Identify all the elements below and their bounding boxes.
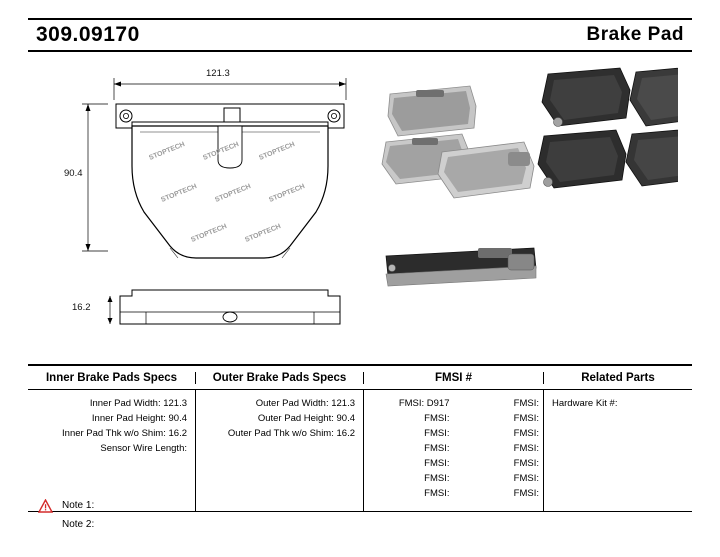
fmsi-row: FMSI: FMSI: (424, 488, 539, 499)
specs-table-header-row (28, 366, 692, 390)
related-part-row: Hardware Kit #: (552, 398, 618, 409)
photo-pad-edge-view (386, 248, 536, 286)
photo-pad-gray-3 (438, 142, 534, 198)
page-title: Brake Pad (586, 24, 684, 45)
column-header-fmsi: FMSI # (364, 372, 544, 384)
svg-text:STOPTECH: STOPTECH (190, 223, 228, 244)
note-1-label: Note 1: (62, 500, 95, 511)
svg-text:STOPTECH: STOPTECH (202, 141, 240, 162)
spec-row: Sensor Wire Length: (100, 443, 187, 454)
svg-text:STOPTECH: STOPTECH (214, 183, 252, 204)
part-number: 309.09170 (36, 23, 140, 46)
specs-table-body (28, 390, 692, 511)
photo-pad-dark-1 (542, 68, 630, 127)
height-dimension-label: 90.4 (64, 168, 83, 179)
illustration-area (28, 56, 692, 356)
spec-row: Outer Pad Thk w/o Shim: 16.2 (227, 428, 355, 439)
note-2-label: Note 2: (62, 519, 95, 530)
photo-pad-gray-1 (388, 86, 476, 136)
fmsi-row: FMSI: FMSI: (424, 413, 539, 424)
spec-row: Outer Pad Height: 90.4 (257, 413, 355, 424)
note-1-row (28, 496, 692, 515)
fmsi-cell (364, 390, 544, 511)
fmsi-row: FMSI: FMSI: (424, 473, 539, 484)
related-parts-cell (544, 390, 692, 511)
spec-row: Outer Pad Width: 121.3 (255, 398, 355, 409)
photo-pad-dark-2 (630, 66, 678, 126)
note-2-row (28, 515, 692, 534)
column-header-outer-specs: Outer Brake Pads Specs (196, 372, 364, 384)
svg-text:STOPTECH: STOPTECH (268, 183, 306, 204)
fmsi-row: FMSI: FMSI: (424, 428, 539, 439)
photo-pad-dark-4 (626, 128, 678, 186)
width-dimension-label: 121.3 (206, 68, 230, 79)
fmsi-row: FMSI: FMSI: (424, 443, 539, 454)
outer-specs-cell (196, 390, 364, 511)
svg-text:STOPTECH: STOPTECH (258, 141, 296, 162)
photo-pad-dark-3 (538, 130, 626, 188)
svg-text:STOPTECH: STOPTECH (244, 223, 282, 244)
fmsi-row: FMSI: FMSI: (424, 458, 539, 469)
svg-text:STOPTECH: STOPTECH (160, 183, 198, 204)
thickness-dimension-label: 16.2 (72, 302, 91, 313)
warning-icon (28, 499, 62, 513)
specs-table (28, 364, 692, 512)
svg-text:STOPTECH: STOPTECH (148, 141, 186, 162)
fmsi-row: FMSI: D917 FMSI: (398, 398, 539, 409)
spec-row: Inner Pad Width: 121.3 (89, 398, 187, 409)
inner-specs-cell (28, 390, 196, 511)
column-header-related-parts: Related Parts (581, 371, 655, 384)
spec-row: Inner Pad Height: 90.4 (91, 413, 187, 424)
notes-section (28, 496, 692, 534)
column-header-inner-specs: Inner Brake Pads Specs (28, 372, 196, 384)
spec-row: Inner Pad Thk w/o Shim: 16.2 (62, 428, 187, 439)
pad-product-photos (358, 56, 678, 356)
header (28, 18, 692, 52)
